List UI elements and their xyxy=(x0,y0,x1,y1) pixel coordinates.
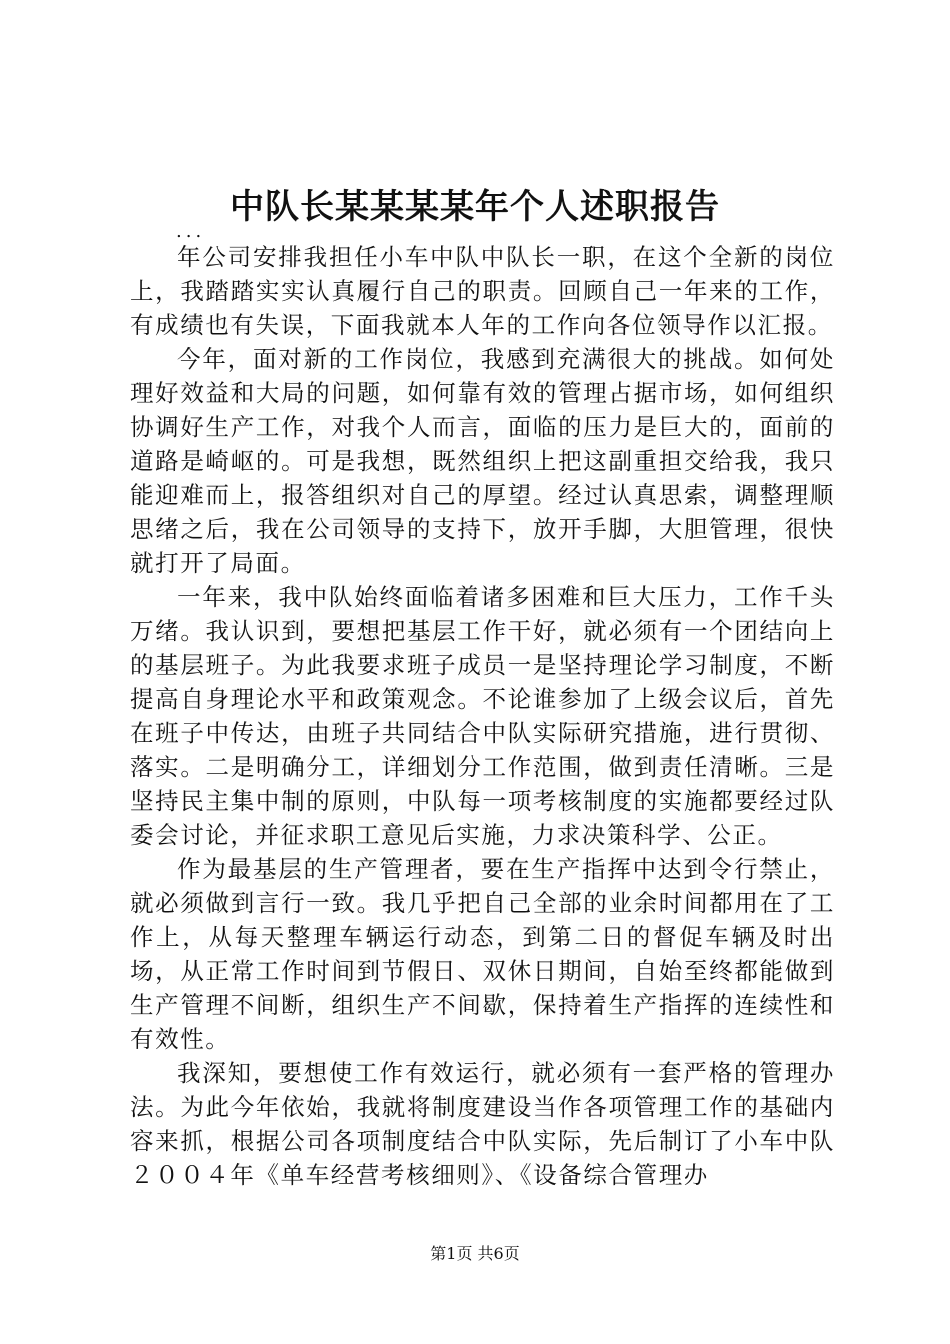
paragraph-1: 年公司安排我担任小车中队中队长一职，在这个全新的岗位上，我踏踏实实认真履行自己的职责。回顾自己一年来的工作，有成绩也有失误，下面我就本人年的工作向各位领导作以汇报。 xyxy=(130,243,835,339)
ellipsis-text: ... xyxy=(176,221,206,242)
paragraph-5: 我深知，要想使工作有效运行，就必须有一套严格的管理办法。为此今年依始，我就将制度建设当作各项管理工作的基础内容来抓，根据公司各项制度结合中队实际，先后制订了小车中队２００４年《单车经营考核细则》、《设备综合管理办 xyxy=(130,1059,835,1189)
page-number-footer: 第1页 共6页 xyxy=(430,1244,520,1263)
paragraph-4: 作为最基层的生产管理者，要在生产指挥中达到令行禁止，就必须做到言行一致。我几乎把自己全部的业余时间都用在了工作上，从每天整理车辆运行动态，到第二日的督促车辆及时出场，从正常工作时间到节假日、双休日期间，自始至终都能做到生产管理不间断，组织生产不间歇，保持着生产指挥的连续性和有效性。 xyxy=(130,855,835,1053)
paragraph-3: 一年来，我中队始终面临着诸多困难和巨大压力，工作千头万绪。我认识到，要想把基层工作干好，就必须有一个团结向上的基层班子。为此我要求班子成员一是坚持理论学习制度，不断提高自身理论水平和政策观念。不论谁参加了上级会议后，首先在班子中传达，由班子共同结合中队实际研究措施，进行贯彻、落实。二是明确分工，详细划分工作范围，做到责任清晰。三是坚持民主集中制的原则，中队每一项考核制度的实施都要经过队委会讨论，并征求职工意见后实施，力求决策科学、公正。 xyxy=(130,583,835,849)
paragraph-2: 今年，面对新的工作岗位，我感到充满很大的挑战。如何处理好效益和大局的问题，如何靠有效的管理占据市场，如何组织协调好生产工作，对我个人而言，面临的压力是巨大的，面前的道路是崎岖的。可是我想，既然组织上把这副重担交给我，我只能迎难而上，报答组织对自己的厚望。经过认真思索，调整理顺思绪之后，我在公司领导的支持下，放开手脚，大胆管理，很快就打开了局面。 xyxy=(130,345,835,577)
document-title: 中队长某某某某年个人述职报告 xyxy=(230,187,720,227)
document-body xyxy=(130,240,835,1192)
